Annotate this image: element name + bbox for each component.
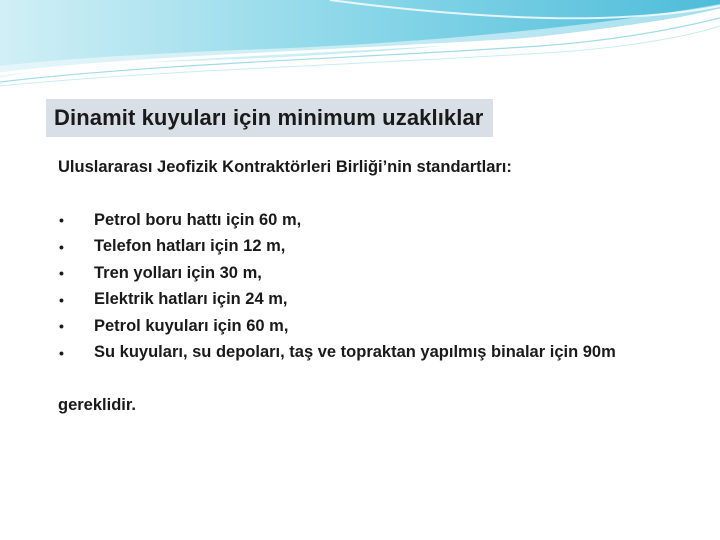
list-item-text: Su kuyuları, su depoları, taş ve topraktan yapılmış binalar için 90m: [94, 343, 616, 362]
list-item: [58, 207, 698, 234]
bullet-icon: •: [59, 291, 64, 308]
bullet-icon: •: [59, 265, 64, 282]
list-item: [58, 313, 698, 340]
intro-text: Uluslararası Jeofizik Kontraktörleri Birliği’nin standartları:: [58, 158, 512, 176]
list-item: [58, 260, 698, 287]
list-item-text: Tren yolları için 30 m,: [94, 263, 262, 282]
list-item: [58, 234, 698, 261]
slide-title: Dinamit kuyuları için minimum uzaklıklar: [54, 105, 484, 130]
list-item-text: Telefon hatları için 12 m,: [94, 237, 286, 256]
list-item-text: Petrol kuyuları için 60 m,: [94, 316, 289, 335]
bullet-list: [58, 207, 698, 366]
title-banner: [46, 99, 493, 137]
list-item-text: Petrol boru hattı için 60 m,: [94, 210, 302, 229]
bullet-icon: •: [59, 212, 64, 229]
bullet-icon: •: [59, 318, 64, 335]
bullet-icon: •: [59, 344, 64, 361]
outro-text: gereklidir.: [58, 396, 136, 414]
decorative-wave-header: [0, 0, 720, 90]
bullet-icon: •: [59, 238, 64, 255]
list-item-text: Elektrik hatları için 24 m,: [94, 290, 288, 309]
list-item: [58, 340, 698, 367]
list-item: [58, 287, 698, 314]
